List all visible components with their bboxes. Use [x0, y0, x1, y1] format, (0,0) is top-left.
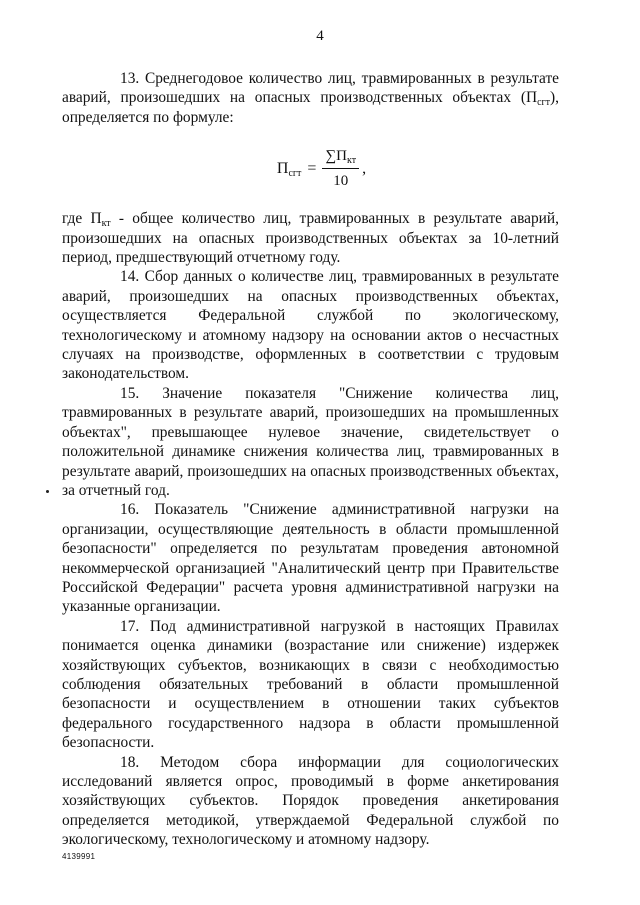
formula [62, 141, 559, 195]
paragraph-13-text: 13. Среднегодовое количество лиц, травмированных в результате аварий, произошедших на опасных производственных объектах (П [62, 70, 559, 107]
formula-trailing-comma: , [362, 159, 367, 177]
formula-numerator-symbol: ∑П [325, 148, 347, 165]
paragraph-16: 16. Показатель "Снижение административной нагрузки на организации, осуществляющие деятельность в области промышленной безопасности" определяется по результатам проведения автономной некоммерческой организацией "Аналитический центр при Правительстве Российской Федерации" расчета уровня административной нагрузки на указанные организации. [62, 501, 559, 616]
page-number: 4 [316, 28, 324, 44]
where-clause-text: - общее количество лиц, травмированных в результате аварий, произошедших на опасных производственных объектах за 10-летний период, предшествующий отчетному году. [62, 210, 560, 267]
formula-lhs-symbol: П [276, 159, 289, 177]
paragraph-13-text-end: ), определяется по формуле: [62, 89, 559, 126]
where-clause [62, 209, 559, 267]
formula-fraction [322, 146, 359, 190]
paragraph-15: 15. Значение показателя "Снижение количества лиц, травмированных в результате аварий, произошедших на промышленных объектах", превышающее нулевое значение, свидетельствует о положительной динамике снижения количества лиц, травмированных в результате аварий, произошедших на опасных производственных объектах, за отчетный год. [62, 384, 559, 499]
paragraph-18: 18. Методом сбора информации для социологических исследований является опрос, проводимый в форме анкетирования хозяйствующих субъектов. Порядок проведения анкетирования определяется методикой, утверждаемой Федеральной службой по экологическому, технологическому и атомному надзору. [62, 753, 559, 849]
paragraph-13 [62, 69, 559, 127]
formula-equals: = [307, 159, 317, 177]
where-clause-subscript: кт [101, 218, 111, 230]
paragraph-17: 17. Под административной нагрузкой в настоящих Правилах понимается оценка динамики (возрастание или снижение) издержек хозяйствующих субъектов, возникающих в связи с необходимостью соблюдения обязательных требований в области промышленной безопасности и осуществлением в отношении таких субъектов федерального государственного надзора в области промышленной безопасности. [62, 617, 559, 752]
paragraph-13-subscript: сгт [537, 97, 551, 109]
formula-numerator-subscript: кт [346, 155, 357, 167]
margin-dot-mark [46, 490, 49, 493]
formula-lhs-subscript: сгт [288, 167, 302, 179]
paragraph-14: 14. Сбор данных о количестве лиц, травмированных в результате аварий, произошедших на опасных производственных объектах, осуществляется Федеральной службой по экологическому, технологическому и атомному надзору на основании актов о несчастных случаях на производстве, оформленных в соответствии с трудовым законодательством. [62, 268, 559, 383]
document-body [62, 69, 559, 850]
where-clause-prefix: где П [62, 210, 102, 228]
formula-lhs [277, 159, 301, 178]
document-code: 4139991 [62, 852, 96, 861]
formula-denominator: 10 [333, 173, 349, 190]
formula-numerator [322, 146, 359, 169]
